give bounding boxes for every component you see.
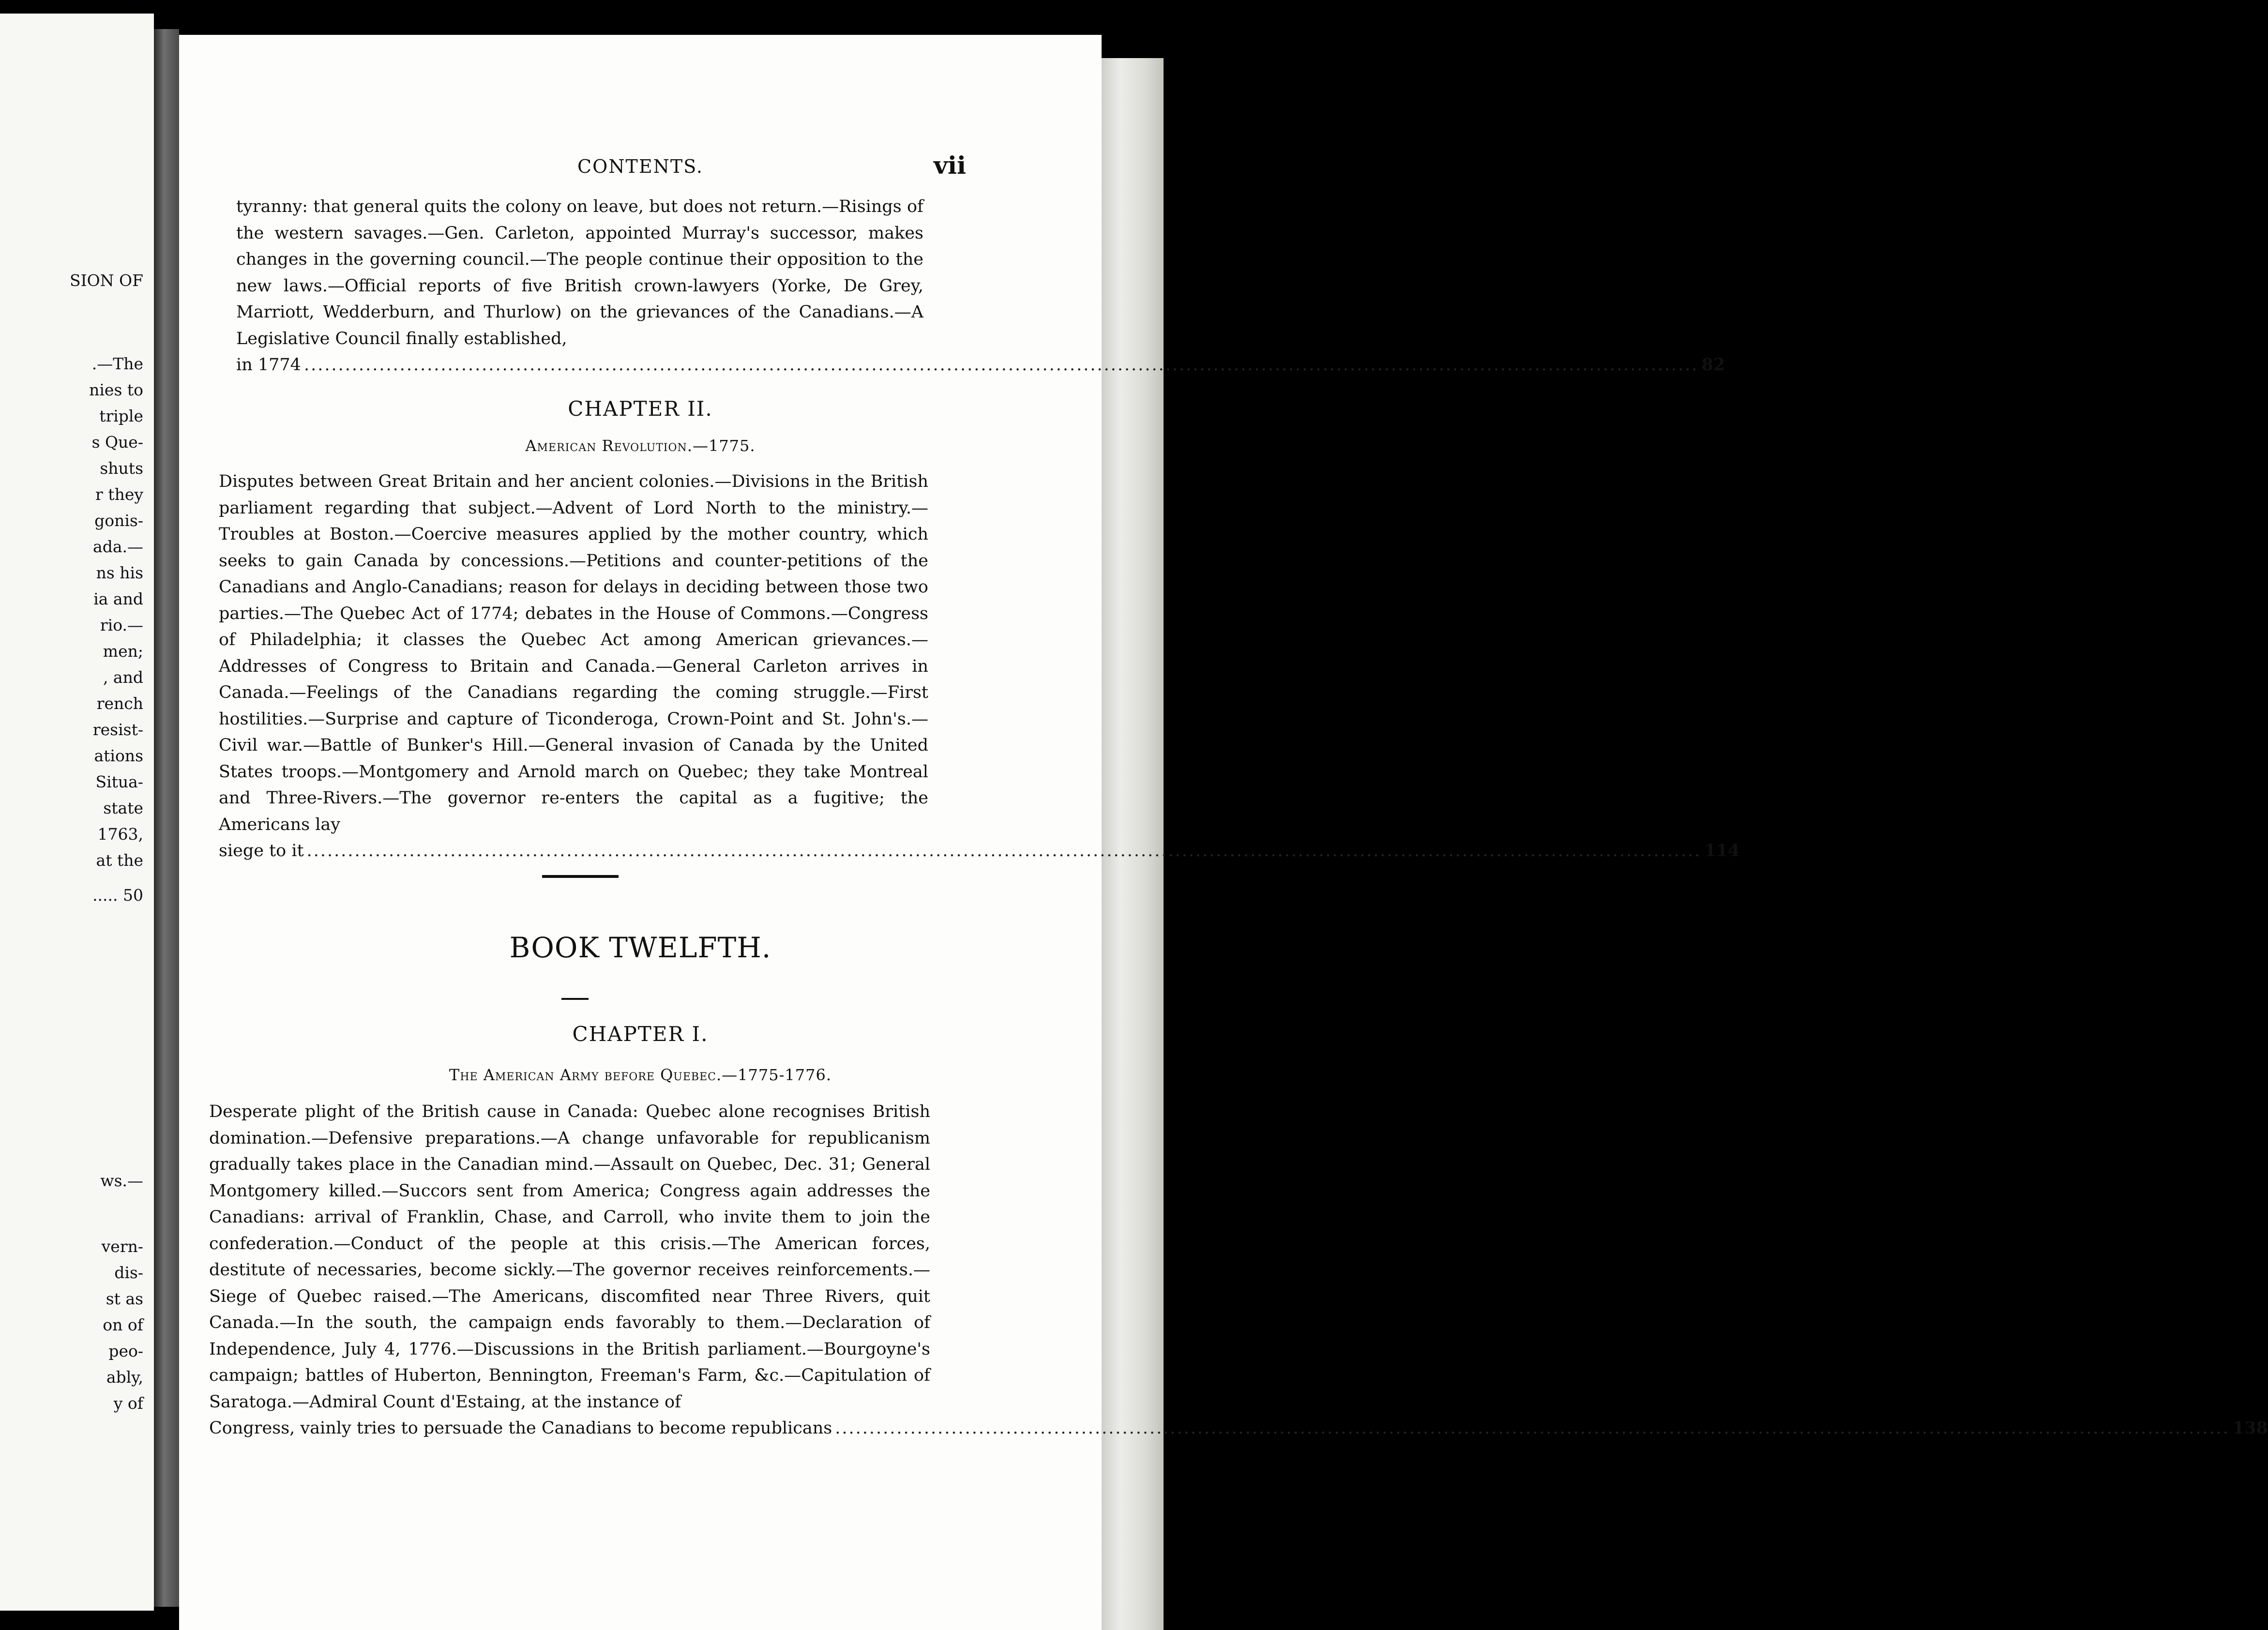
left-page-fragment: dis-	[114, 1263, 143, 1282]
chapter-1-text: Desperate plight of the British cause in Canada: Quebec alone recognises British domination.—Defensive preparations.—A change unfavorable for republicanism gradually takes place in the Canadian mind.—Assault on Quebec, Dec. 31; General Montgomery killed.—Succors sent from America; Congress again addresses the Canadians: arrival of Franklin, Chase, and Carroll, who invite them to join the confederation.—Conduct of the people at this crisis.—The American forces, destitute of necessaries, become sickly.—The governor receives reinforcements.—Siege of Quebec raised.—The Americans, discomfited near Three Rivers, quit Canada.—In the south, the campaign ends favorably to them.—Declaration of Independence, July 4, 1776.—Discussions in the British parliament.—Bourgoyne's campaign; battles of Huberton, Bennington, Freeman's Farm, &c.—Capitulation of Saratoga.—Admiral Count d'Estaing, at the instance of	[209, 1102, 930, 1412]
left-page-fragment: at the	[96, 851, 143, 870]
chapter-1-subtitle: The American Army before Quebec.—1775-1776.	[449, 1066, 832, 1084]
chapter-1-entry	[209, 1099, 2268, 1442]
left-page-fragment: on of	[103, 1315, 143, 1334]
left-page-fragment: ations	[94, 746, 143, 765]
dot-leader: ............................................................................................................................................................................................................	[306, 841, 1702, 860]
chapter-2-entry	[219, 468, 1740, 864]
chapter-1-leader-line	[209, 1415, 2268, 1442]
left-page-fragment: ada.—	[93, 537, 143, 556]
chapter-2-subtitle: American Revolution.—1775.	[525, 437, 756, 455]
left-page-fragment: state	[103, 799, 143, 817]
chapter-1-last-line: Congress, vainly tries to persuade the Canadians to become republicans	[209, 1419, 832, 1438]
left-page-fragment: gonis-	[94, 511, 143, 530]
book-title: BOOK TWELFTH.	[509, 931, 771, 964]
left-page-fragment: shuts	[100, 459, 143, 478]
section-rule	[542, 875, 619, 878]
left-page-fragment: 1763,	[97, 825, 143, 844]
page-number: vii	[933, 151, 966, 180]
left-page-fragment: .—The	[91, 354, 143, 373]
left-page-fragment: rio.—	[100, 616, 143, 634]
continuation-leader-line	[236, 352, 1725, 378]
left-page-fragment: ws.—	[100, 1171, 143, 1190]
left-page-fragment: r they	[95, 485, 143, 504]
left-page-fragment: men;	[103, 642, 143, 661]
left-page-fragment: resist-	[92, 720, 143, 739]
chapter-2-last-line: siege to it	[219, 841, 304, 860]
left-page-fragment: triple	[99, 407, 143, 425]
dot-leader: ............................................................................................................................................................................................................	[835, 1419, 2230, 1438]
left-page-fragment: , and	[103, 668, 143, 687]
continuation-page-ref: 82	[1701, 355, 1725, 375]
continuation-entry	[236, 194, 1725, 378]
running-head: CONTENTS.	[577, 156, 703, 177]
left-page-fragment: ably,	[106, 1368, 143, 1387]
short-rule	[561, 998, 589, 1000]
book-gutter	[154, 29, 179, 1607]
chapter-2-heading: CHAPTER II.	[568, 397, 713, 421]
left-page-fragment: Situa-	[95, 772, 143, 791]
left-page-fragment: s Que-	[91, 433, 143, 452]
left-page-fragment: rench	[96, 694, 143, 713]
chapter-2-text: Disputes between Great Britain and her ancient colonies.—Divisions in the British parliament regarding that subject.—Advent of Lord North to the ministry.—Troubles at Boston.—Coercive measures applied by the mother country, which seeks to gain Canada by concessions.—Petitions and counter-petitions of the Canadians and Anglo-Canadians; reason for delays in deciding between those two parties.—The Quebec Act of 1774; debates in the House of Commons.—Congress of Philadelphia; it classes the Quebec Act among American grievances.—Addresses of Congress to Britain and Canada.—General Carleton arrives in Canada.—Feelings of the Canadians regarding the coming struggle.—First hostilities.—Surprise and capture of Ticonderoga, Crown-Point and St. John's.—Civil war.—Battle of Bunker's Hill.—General invasion of Canada by the United States troops.—Montgomery and Arnold march on Quebec; they take Montreal and Three-Rivers.—The governor re-enters the capital as a fugitive; the Americans lay	[219, 472, 928, 834]
left-facing-page	[0, 14, 154, 1611]
dot-leader: ............................................................................................................................................................................................................	[303, 355, 1699, 375]
continuation-text: tyranny: that general quits the colony on leave, but does not return.—Risings of the western savages.—Gen. Carleton, appointed Murray's successor, makes changes in the governing council.—The people continue their opposition to the new laws.—Official reports of five British crown-lawyers (Yorke, De Grey, Marriott, Wedderburn, and Thurlow) on the grievances of the Canadians.—A Legislative Council finally established,	[236, 197, 923, 348]
chapter-2-leader-line	[219, 838, 1740, 864]
left-page-fragment: vern-	[101, 1237, 143, 1256]
chapter-1-page-ref: 138	[2232, 1418, 2268, 1438]
left-page-fragment: ns his	[96, 563, 143, 582]
chapter-2-page-ref: 114	[1704, 841, 1740, 860]
left-page-fragment: SION OF	[69, 271, 143, 290]
left-page-fragment: st as	[106, 1289, 143, 1308]
left-page-fragment: peo-	[108, 1342, 143, 1360]
continuation-last-line: in 1774	[236, 355, 301, 375]
left-page-fragment: y of	[113, 1394, 143, 1413]
contents-page	[179, 35, 2268, 1630]
left-page-fragment: ia and	[93, 589, 143, 608]
left-page-fragment: nies to	[89, 380, 143, 399]
chapter-1-heading: CHAPTER I.	[572, 1022, 709, 1046]
left-page-fragment: ..... 50	[92, 886, 143, 905]
